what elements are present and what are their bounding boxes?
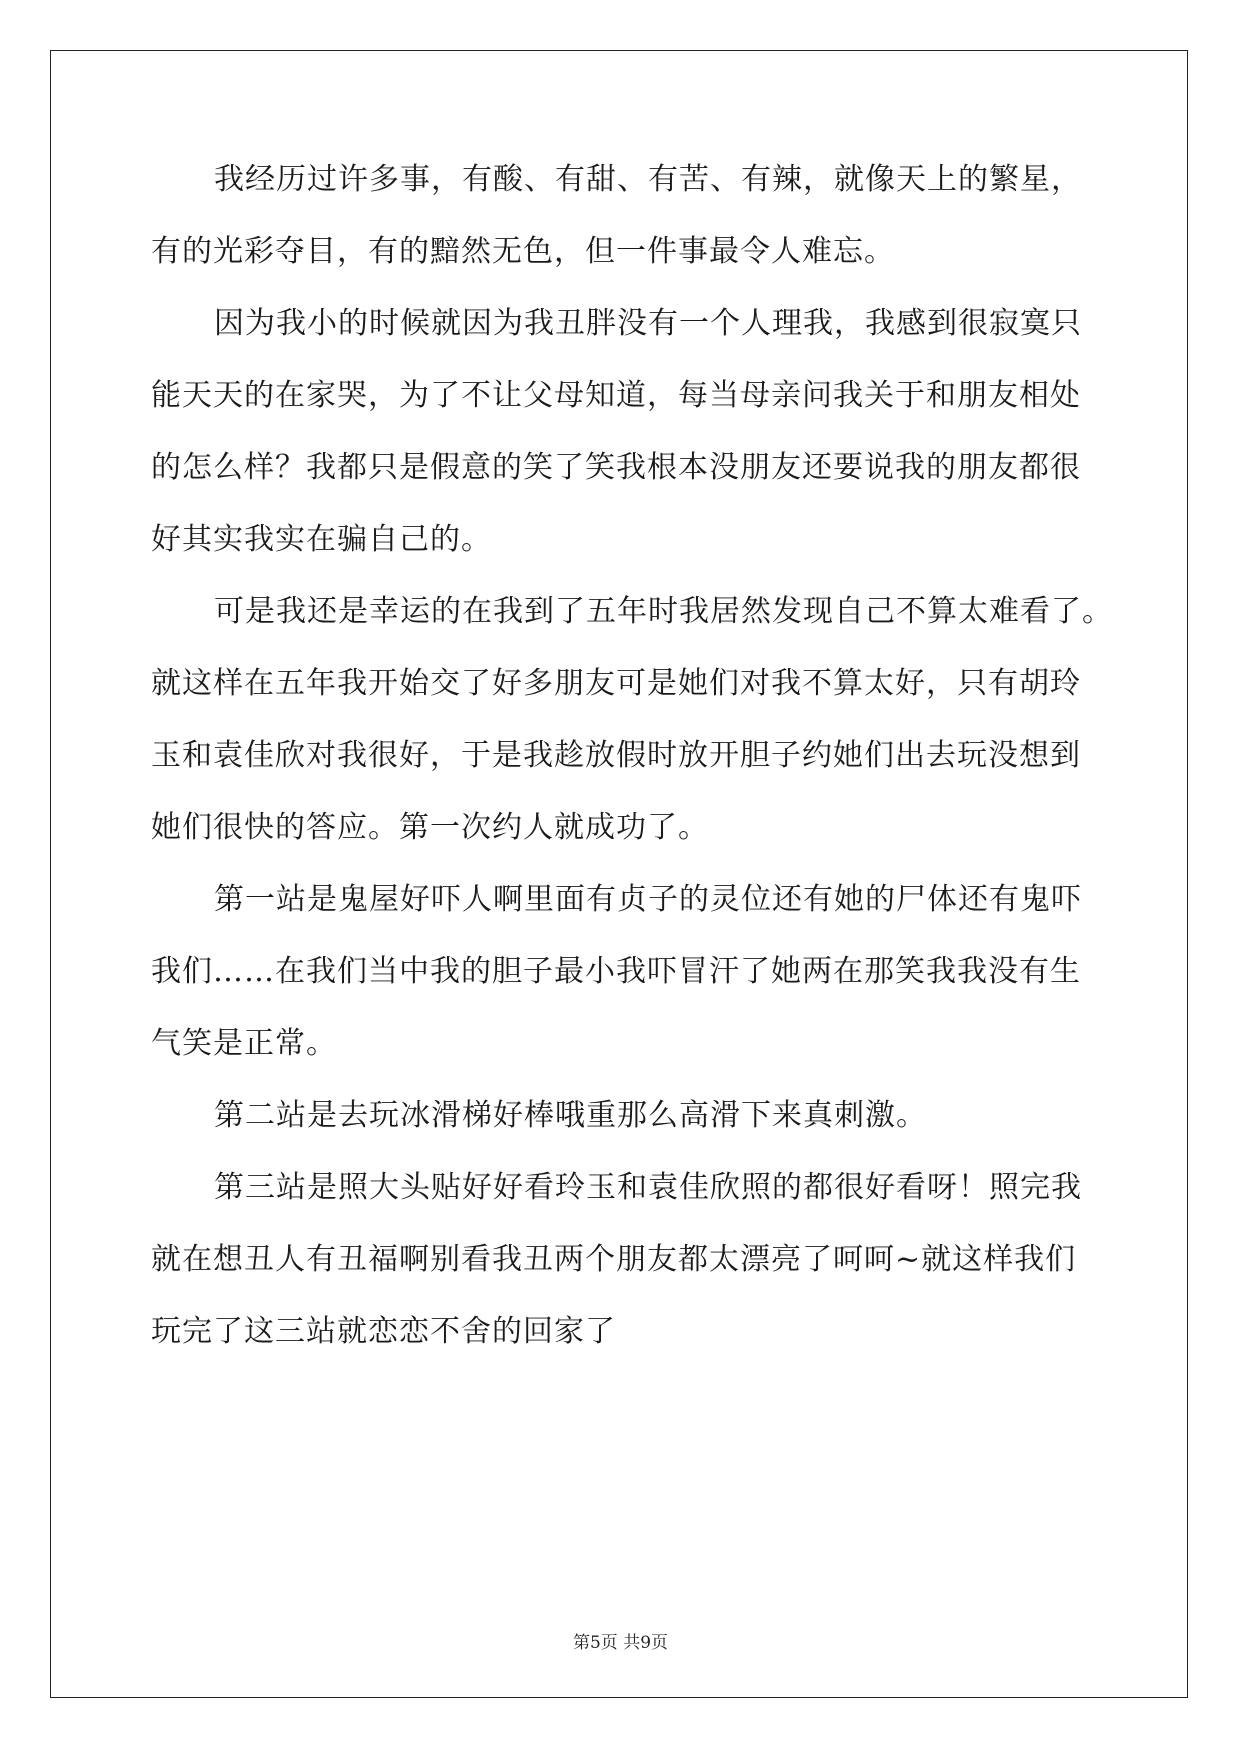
paragraph-4-line-2: 我们……在我们当中我的胆子最小我吓冒汗了她两在那笑我我没有生 xyxy=(151,954,1081,989)
paragraph-3-line-1: 可是我还是幸运的在我到了五年时我居然发现自己不算太难看了。 xyxy=(214,594,1113,629)
paragraph-2-line-4: 好其实我实在骗自己的。 xyxy=(151,522,492,557)
paragraph-3-line-4: 她们很快的答应。第一次约人就成功了。 xyxy=(151,810,709,845)
paragraph-4-line-1: 第一站是鬼屋好吓人啊里面有贞子的灵位还有她的尸体还有鬼吓 xyxy=(214,882,1082,917)
paragraph-2-line-3: 的怎么样？我都只是假意的笑了笑我根本没朋友还要说我的朋友都很 xyxy=(151,450,1081,485)
paragraph-4-line-3: 气笑是正常。 xyxy=(151,1026,337,1061)
page-number-footer: 第5页 共9页 xyxy=(572,1633,669,1653)
paragraph-1-line-2: 有的光彩夺目，有的黯然无色，但一件事最令人难忘。 xyxy=(151,234,895,269)
paragraph-6-line-2: 就在想丑人有丑福啊别看我丑两个朋友都太漂亮了呵呵~就这样我们 xyxy=(151,1242,1077,1277)
paragraph-6-line-3: 玩完了这三站就恋恋不舍的回家了 xyxy=(151,1314,616,1349)
paragraph-3-line-3: 玉和袁佳欣对我很好，于是我趁放假时放开胆子约她们出去玩没想到 xyxy=(151,738,1081,773)
page-border xyxy=(50,50,1188,1698)
paragraph-2-line-1: 因为我小的时候就因为我丑胖没有一个人理我，我感到很寂寞只 xyxy=(214,306,1082,341)
paragraph-6-line-1: 第三站是照大头贴好好看玲玉和袁佳欣照的都很好看呀！照完我 xyxy=(214,1170,1082,1205)
paragraph-5-line-1: 第二站是去玩冰滑梯好棒哦重那么高滑下来真刺激。 xyxy=(214,1098,927,1133)
paragraph-3-line-2: 就这样在五年我开始交了好多朋友可是她们对我不算太好，只有胡玲 xyxy=(151,666,1081,701)
paragraph-2-line-2: 能天天的在家哭，为了不让父母知道，每当母亲问我关于和朋友相处 xyxy=(151,378,1081,413)
paragraph-1-line-1: 我经历过许多事，有酸、有甜、有苦、有辣，就像天上的繁星， xyxy=(214,162,1082,197)
